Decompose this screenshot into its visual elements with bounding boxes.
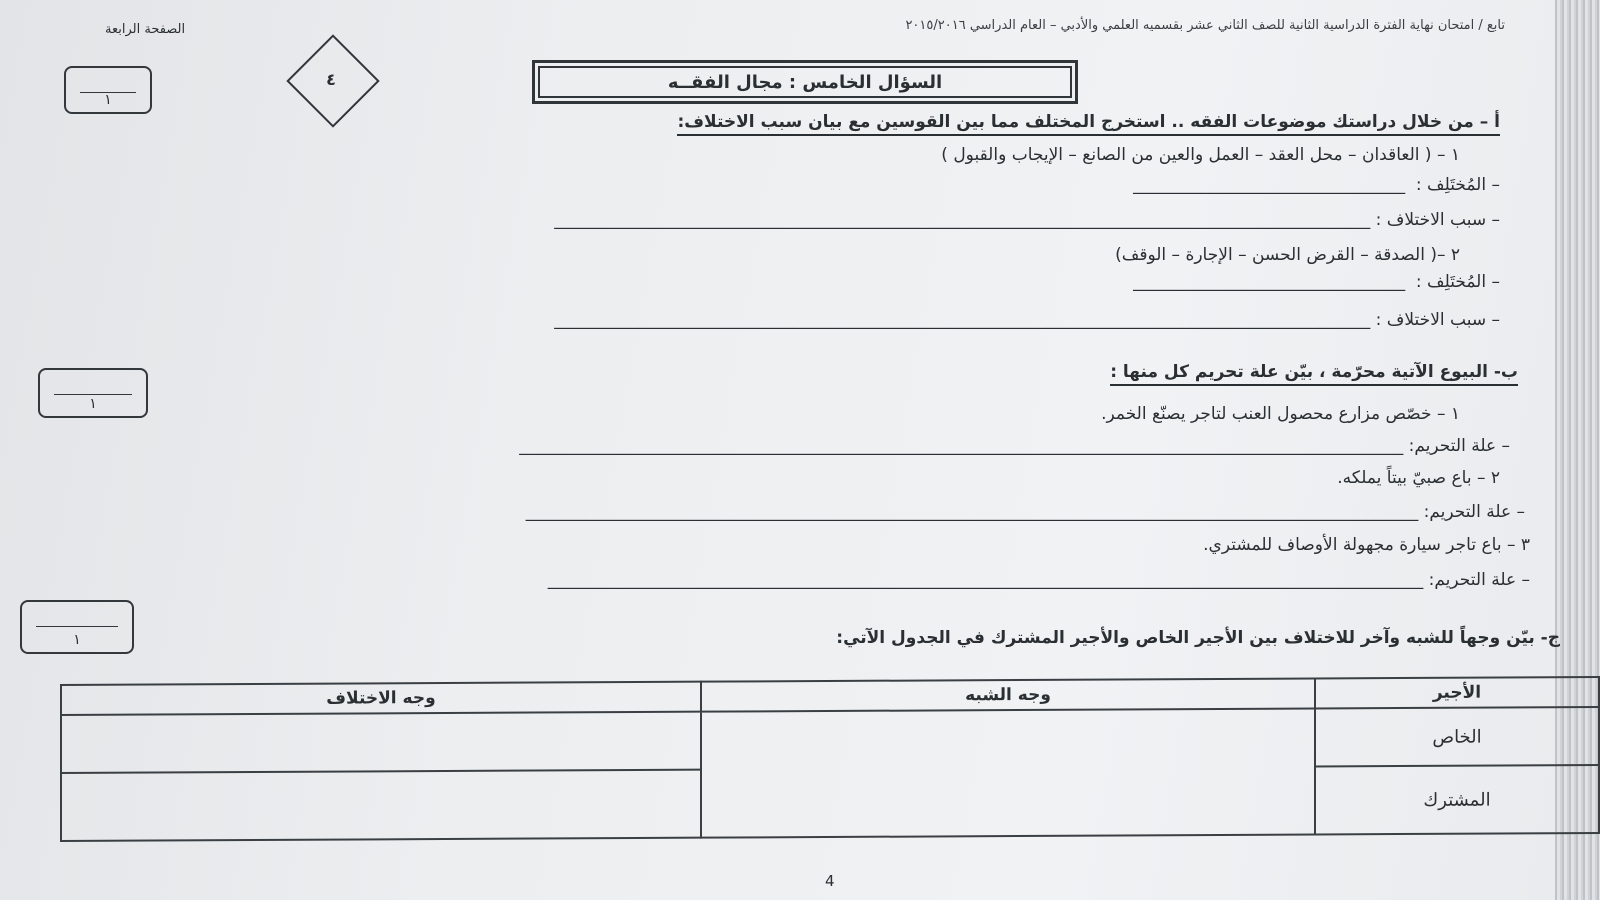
part-b-instruction (1110, 362, 1518, 382)
score-a: ١ (104, 92, 112, 108)
row-label-shared: المشترك (1315, 765, 1599, 834)
page-number: 4 (825, 872, 835, 890)
odd-label: – المُختَلِف : (1415, 175, 1500, 195)
header-worker: الأجير (1315, 677, 1599, 708)
header-difference: وجه الاختلاف (61, 682, 701, 715)
reason-label: – سبب الاختلاف : (1375, 210, 1500, 230)
reason-label: – علة التحريم: (1428, 570, 1530, 590)
similarity-answer-cell[interactable] (701, 708, 1315, 837)
odd-line-2: – المُختَلِف : ________________________________ (1133, 272, 1500, 292)
reason-label: – علة التحريم: (1423, 502, 1525, 522)
reason-line-b2: – علة التحريم: _________________________________________________________________________________________________________ (525, 502, 1525, 522)
comparison-table (60, 676, 1600, 842)
part-c-instruction: ج- بيّن وجهاً للشبه وآخر للاختلاف بين الأجير الخاص والأجير المشترك في الجدول الآتي: (836, 628, 1560, 648)
score-box-b (38, 368, 148, 418)
question-number: ٤ (326, 70, 336, 89)
row-label-private: الخاص (1315, 707, 1599, 766)
reason-line-b3: – علة التحريم: _______________________________________________________________________________________________________ (547, 570, 1530, 590)
part-a-instruction-text: أ – من خلال دراستك موضوعات الفقه .. استخرج المختلف مما بين القوسين مع بيان سبب الاختلاف: (677, 112, 1500, 136)
score-c: ١ (73, 632, 81, 648)
reason-line-b1: – علة التحريم: ________________________________________________________________________________________________________ (519, 436, 1510, 456)
difference-answer-cell-2[interactable] (61, 770, 701, 841)
part-a-item-2: ٢ –( الصدقة – القرض الحسن – الإجارة – الوقف) (1115, 245, 1460, 265)
reason-line-2: – سبب الاختلاف : ________________________________________________________________________________________________ (554, 310, 1500, 330)
table-row (61, 707, 1599, 773)
part-a-item-1: ١ – ( العاقدان – محل العقد – العمل والعين من الصانع – الإيجاب والقبول ) (941, 145, 1460, 165)
score-box-a (64, 66, 152, 114)
header-similarity: وجه الشبه (701, 678, 1315, 711)
part-b-item-3: ٣ – باع تاجر سيارة مجهولة الأوصاف للمشتري. (1203, 535, 1530, 555)
page-label: الصفحة الرابعة (105, 22, 186, 37)
part-a-instruction (677, 112, 1500, 132)
odd-line-1: – المُختَلِف : ________________________________ (1133, 175, 1500, 195)
question-title: السؤال الخامس : مجال الفقــه (532, 60, 1078, 104)
score-box-c (20, 600, 134, 654)
reason-label: – سبب الاختلاف : (1375, 310, 1500, 330)
difference-answer-cell-1[interactable] (61, 712, 701, 773)
part-b-item-1: ١ – خصّص مزارع محصول العنب لتاجر يصنّع الخمر. (1101, 404, 1460, 424)
part-b-item-2: ٢ – باع صبيّ بيتاً يملكه. (1337, 468, 1500, 488)
reason-line-1: – سبب الاختلاف : ________________________________________________________________________________________________ (554, 210, 1500, 230)
header-text: تابع / امتحان نهاية الفترة الدراسية الثانية للصف الثاني عشر بقسميه العلمي والأدبي – العام الدراسي ٢٠١٥/٢٠١٦ (905, 18, 1505, 33)
odd-label: – المُختَلِف : (1415, 272, 1500, 292)
reason-label: – علة التحريم: (1408, 436, 1510, 456)
exam-header (905, 18, 1505, 33)
part-b-instruction-text: ب- البيوع الآتية محرّمة ، بيّن علة تحريم كل منها : (1110, 362, 1518, 386)
score-b: ١ (89, 396, 97, 412)
